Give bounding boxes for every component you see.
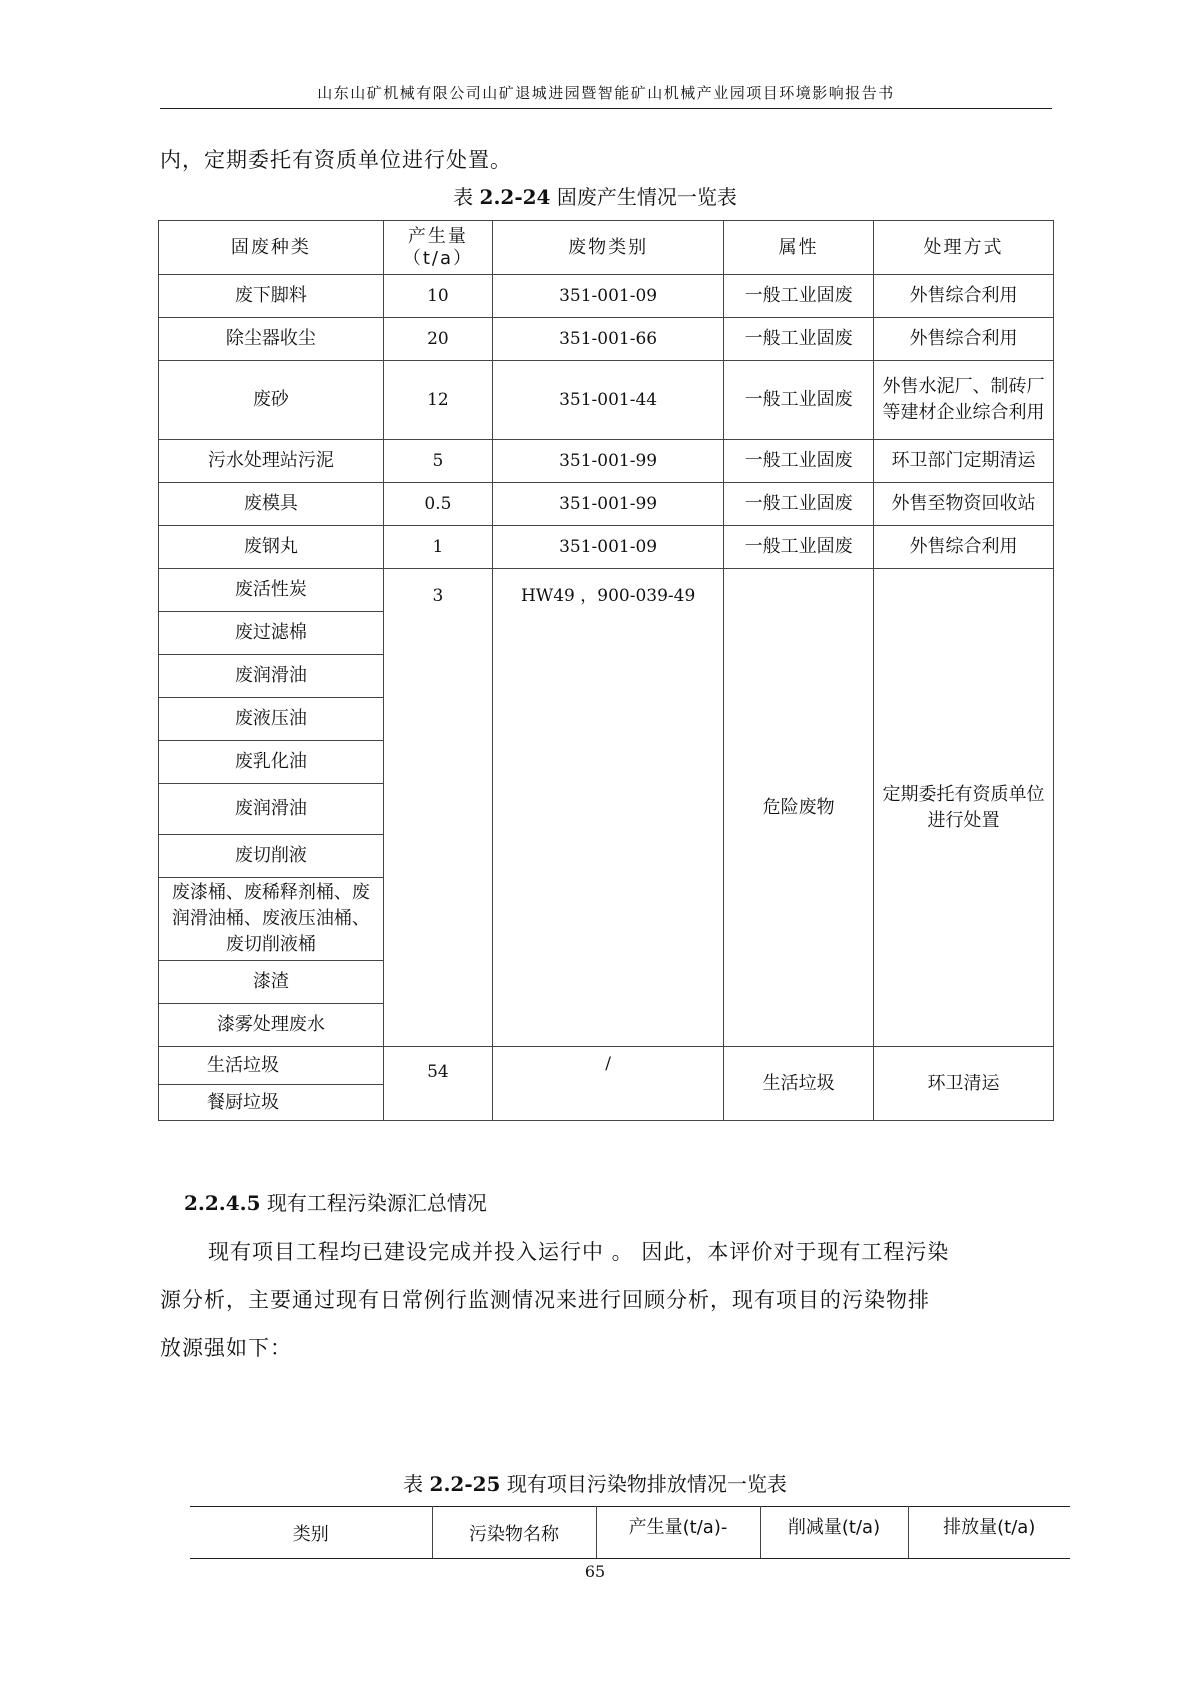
table-row [159,526,1054,569]
table2-caption-number: 2.2-25 [429,1472,501,1496]
waste-amount: 5 [383,440,492,483]
table-row [159,569,1054,612]
waste-name: 废下脚料 [159,275,384,318]
waste-method: 环卫部门定期清运 [874,440,1054,483]
col-header-reduced: 削减量(t/a) [760,1507,908,1559]
waste-amount: 10 [383,275,492,318]
table1-caption [0,181,1190,210]
waste-method: 外售水泥厂、制砖厂等建材企业综合利用 [874,361,1054,440]
col-header-emitted: 排放量(t/a) [908,1507,1070,1559]
waste-code: 351-001-99 [493,440,724,483]
col-header-pollutant: 污染物名称 [432,1507,596,1559]
waste-method: 外售综合利用 [874,526,1054,569]
hazardous-attribute: 危险废物 [724,569,874,1047]
domestic-code: / [493,1047,724,1121]
table1-caption-prefix: 表 [453,185,474,209]
waste-method: 外售至物资回收站 [874,483,1054,526]
hazardous-name: 废乳化油 [159,741,384,784]
waste-method: 外售综合利用 [874,275,1054,318]
col-header-amount-line2: （t/a） [402,247,473,269]
col-header-attribute: 属性 [724,221,874,275]
waste-attribute: 一般工业固废 [724,440,874,483]
hazardous-name: 漆雾处理废水 [159,1004,384,1047]
table-row [159,483,1054,526]
waste-code: 351-001-44 [493,361,724,440]
section-title: 现有工程污染源汇总情况 [266,1191,487,1215]
waste-name: 废砂 [159,361,384,440]
waste-name: 废模具 [159,483,384,526]
col-header-amount-line1: 产生量 [407,225,468,247]
waste-attribute: 一般工业固废 [724,318,874,361]
waste-method: 外售综合利用 [874,318,1054,361]
table2-caption-prefix: 表 [403,1472,424,1496]
hazardous-name: 废润滑油 [159,784,384,835]
waste-name: 除尘器收尘 [159,318,384,361]
col-header-category: 废物类别 [493,221,724,275]
hazardous-amount: 3 [383,569,492,1047]
col-header-type: 固废种类 [159,221,384,275]
header-title: 山东山矿机械有限公司山矿退城进园暨智能矿山机械产业园项目环境影响报告书 [317,84,895,102]
table-row [159,440,1054,483]
waste-attribute: 一般工业固废 [724,483,874,526]
section-number: 2.2.4.5 [184,1191,261,1215]
hazardous-name: 废液压油 [159,698,384,741]
hazardous-name: 废活性炭 [159,569,384,612]
waste-amount: 0.5 [383,483,492,526]
waste-code: 351-001-09 [493,526,724,569]
body-line-3: 放源强如下： [160,1336,292,1360]
table2-header-row [190,1507,1070,1559]
table2-caption [0,1468,1190,1497]
waste-amount: 20 [383,318,492,361]
waste-code: 351-001-66 [493,318,724,361]
domestic-attribute: 生活垃圾 [724,1047,874,1121]
body-line-1: 现有项目工程均已建设完成并投入运行中 。 因此，本评价对于现有工程污染 [208,1240,950,1264]
col-header-disposal: 处理方式 [874,221,1054,275]
section-heading [184,1187,487,1216]
waste-attribute: 一般工业固废 [724,526,874,569]
waste-attribute: 一般工业固废 [724,361,874,440]
domestic-name: 餐厨垃圾 [159,1085,384,1121]
hazardous-name: 废润滑油 [159,655,384,698]
body-line-2: 源分析，主要通过现有日常例行监测情况来进行回顾分析，现有项目的污染物排 [160,1288,930,1312]
domestic-amount: 54 [383,1047,492,1121]
pollutant-emission-table [190,1506,1070,1559]
col-header-produced: 产生量(t/a)- [596,1507,760,1559]
hazardous-name: 废过滤棉 [159,612,384,655]
domestic-method: 环卫清运 [874,1047,1054,1121]
waste-amount: 1 [383,526,492,569]
intro-line: 内，定期委托有资质单位进行处置。 [160,148,512,172]
table2-caption-title: 现有项目污染物排放情况一览表 [506,1472,787,1496]
solid-waste-table [158,220,1054,1121]
col-header-category: 类别 [190,1507,432,1559]
waste-code: 351-001-99 [493,483,724,526]
waste-amount: 12 [383,361,492,440]
table-row [159,1047,1054,1085]
hazardous-code: HW49 ，900-039-49 [493,569,724,1047]
waste-code: 351-001-09 [493,275,724,318]
col-header-amount [383,221,492,275]
table1-header-row [159,221,1054,275]
table-row [159,275,1054,318]
waste-name: 废钢丸 [159,526,384,569]
table1-caption-title: 固废产生情况一览表 [556,185,737,209]
waste-attribute: 一般工业固废 [724,275,874,318]
header-rule [160,108,1052,109]
waste-name: 污水处理站污泥 [159,440,384,483]
hazardous-name: 漆渣 [159,961,384,1004]
domestic-name: 生活垃圾 [159,1047,384,1085]
hazardous-name: 废漆桶、废稀释剂桶、废润滑油桶、废液压油桶、废切削液桶 [159,878,384,961]
page-number: 65 [584,1562,606,1581]
hazardous-name: 废切削液 [159,835,384,878]
table-row [159,318,1054,361]
table1-caption-number: 2.2-24 [479,185,551,209]
hazardous-method: 定期委托有资质单位进行处置 [874,569,1054,1047]
table-row [159,361,1054,440]
